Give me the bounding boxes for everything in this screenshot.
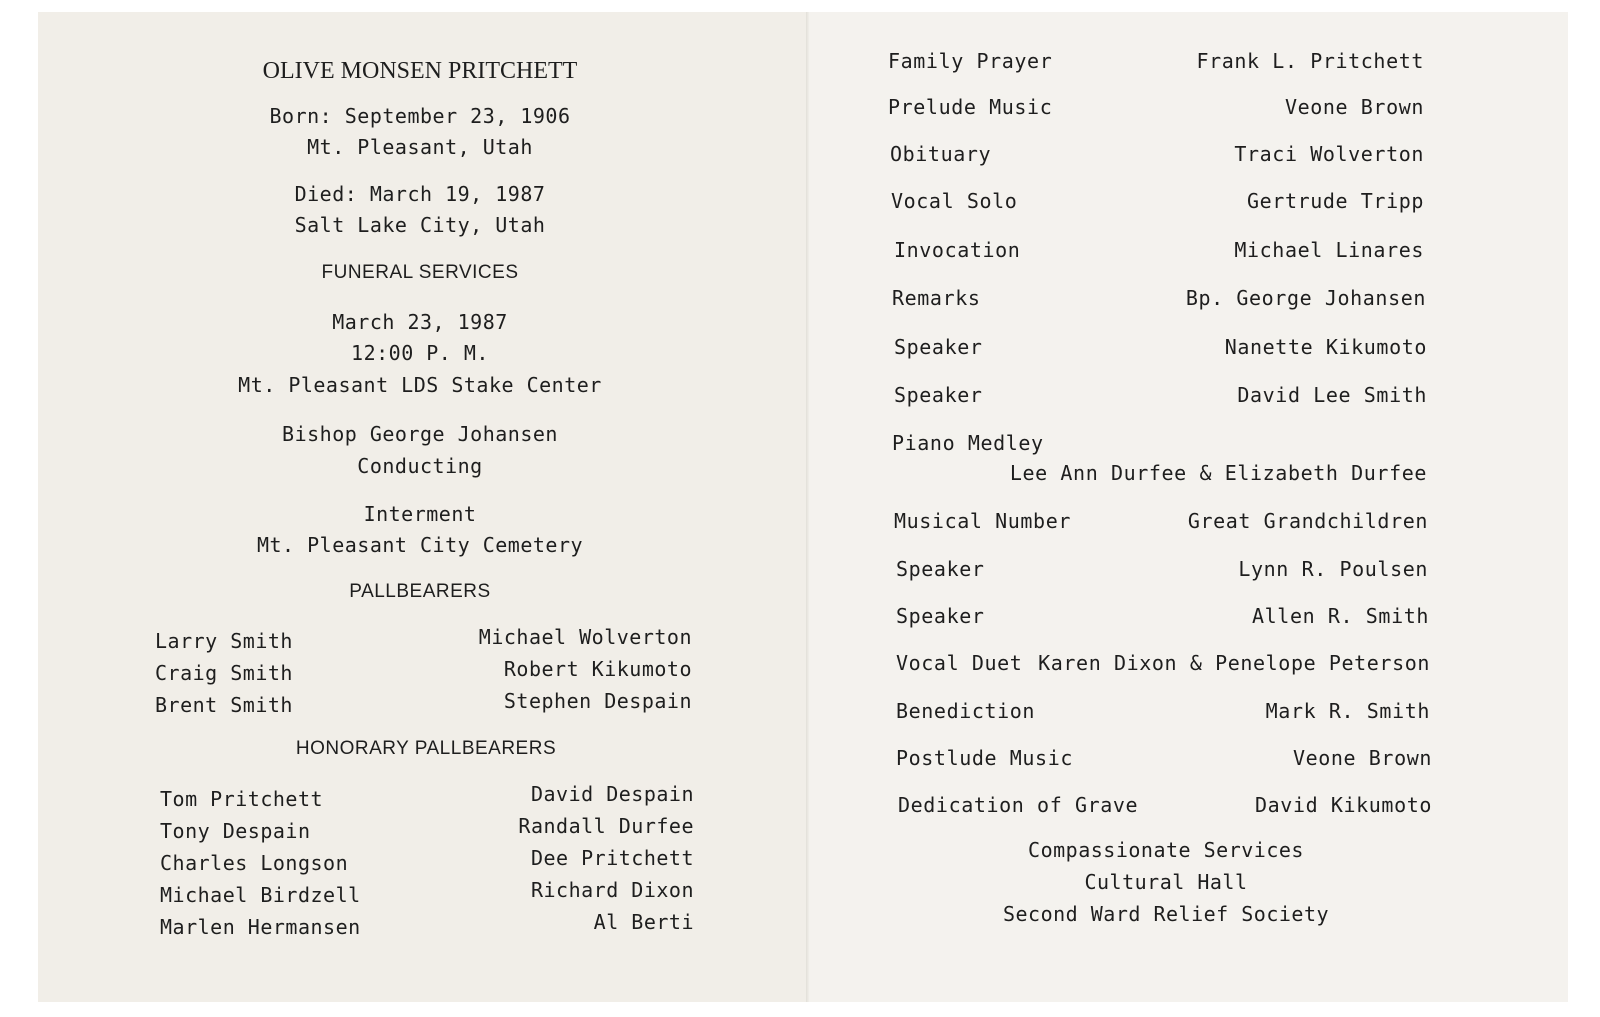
program-role: Speaker — [896, 604, 985, 628]
program-item-performers — [908, 458, 1456, 488]
program-role: Speaker — [894, 383, 983, 407]
program-item — [892, 283, 1456, 313]
program-item — [896, 554, 1456, 584]
honorary-pallbearer-name: David Despain — [530, 782, 694, 806]
honorary-pallbearer-name: Tom Pritchett — [160, 787, 324, 811]
pallbearer-name: Michael Wolverton — [478, 625, 692, 649]
program-item — [896, 601, 1456, 631]
program-person: Bp. George Johansen — [1185, 286, 1426, 310]
honorary-right-column — [440, 778, 694, 938]
service-date: March 23, 1987 — [332, 310, 508, 334]
program-person: Nanette Kikumoto — [1224, 335, 1427, 359]
program-item — [896, 648, 1456, 678]
funeral-services-heading: FUNERAL SERVICES — [321, 262, 519, 283]
program-item — [888, 46, 1456, 76]
pallbearer-name: Brent Smith — [155, 693, 293, 717]
honorary-pallbearer-name: Dee Pritchett — [530, 846, 694, 870]
pallbearer-name: Stephen Despain — [503, 689, 692, 713]
program-person: Allen R. Smith — [1252, 604, 1429, 628]
program-item — [894, 506, 1456, 536]
service-time: 12:00 P. M. — [351, 341, 489, 365]
program-person: Lee Ann Durfee & Elizabeth Durfee — [1009, 461, 1427, 485]
program-person: Karen Dixon & Penelope Peterson — [1038, 651, 1430, 675]
conducting-name: Bishop George Johansen — [282, 422, 558, 446]
died-date: Died: March 19, 1987 — [294, 182, 546, 206]
deceased-name: OLIVE MONSEN PRITCHETT — [262, 58, 578, 84]
honorary-pallbearer-name: Tony Despain — [160, 819, 311, 843]
interment-label: Interment — [363, 502, 477, 526]
honorary-pallbearer-name: Charles Longson — [160, 851, 349, 875]
program-item — [892, 428, 1456, 458]
program-role: Speaker — [894, 335, 983, 359]
program-item — [894, 235, 1456, 265]
program-person: Lynn R. Poulsen — [1238, 557, 1428, 581]
program-person: Great Grandchildren — [1187, 509, 1428, 533]
program-role: Invocation — [894, 238, 1021, 262]
program-person: Gertrude Tripp — [1247, 189, 1424, 213]
program-role: Obituary — [890, 142, 992, 166]
honorary-pallbearer-name: Michael Birdzell — [160, 883, 361, 907]
program-role: Vocal Duet — [896, 651, 1023, 675]
conducting-label: Conducting — [357, 454, 483, 478]
program-person: Veone Brown — [1292, 746, 1432, 770]
born-place: Mt. Pleasant, Utah — [307, 135, 533, 159]
honorary-left-column — [160, 783, 361, 943]
program-role: Prelude Music — [888, 95, 1053, 119]
footer-compassionate-services: Compassionate Services — [1028, 838, 1304, 862]
program-item — [898, 790, 1456, 820]
pallbearers-right-column — [440, 621, 692, 717]
honorary-pallbearer-name: Al Berti — [593, 910, 694, 934]
interment-place: Mt. Pleasant City Cemetery — [256, 533, 584, 557]
program-role: Remarks — [892, 286, 981, 310]
program-item — [894, 332, 1456, 362]
program-person: David Kikumoto — [1255, 793, 1432, 817]
program-item — [888, 92, 1456, 122]
pallbearers-heading: PALLBEARERS — [349, 581, 491, 602]
program-person: Michael Linares — [1234, 238, 1424, 262]
program-role: Vocal Solo — [891, 189, 1018, 213]
born-date: Born: September 23, 1906 — [269, 104, 571, 128]
program-role: Musical Number — [894, 509, 1071, 533]
program-list — [888, 0, 1456, 1017]
honorary-pallbearer-name: Randall Durfee — [518, 814, 694, 838]
program-item — [890, 139, 1456, 169]
footer-relief-society: Second Ward Relief Society — [1002, 902, 1330, 926]
program-item — [894, 380, 1456, 410]
honorary-pallbearers-heading: HONORARY PALLBEARERS — [295, 738, 557, 759]
pallbearer-name: Larry Smith — [155, 629, 293, 653]
program-item — [891, 186, 1456, 216]
program-role: Postlude Music — [896, 746, 1073, 770]
program-role: Benediction — [896, 699, 1036, 723]
program-item — [896, 696, 1456, 726]
honorary-pallbearer-name: Marlen Hermansen — [160, 915, 361, 939]
program-role: Speaker — [896, 557, 985, 581]
program-person: Veone Brown — [1284, 95, 1424, 119]
died-place: Salt Lake City, Utah — [294, 213, 546, 237]
page-fold — [806, 12, 810, 1002]
program-person: Frank L. Pritchett — [1196, 49, 1424, 73]
program-item — [896, 743, 1456, 773]
pallbearers-left-column — [155, 625, 293, 721]
service-place: Mt. Pleasant LDS Stake Center — [238, 373, 602, 397]
program-person: Traci Wolverton — [1234, 142, 1424, 166]
program-person: David Lee Smith — [1237, 383, 1427, 407]
pallbearer-name: Craig Smith — [155, 661, 293, 685]
footer-cultural-hall: Cultural Hall — [1084, 870, 1248, 894]
program-role: Dedication of Grave — [898, 793, 1139, 817]
program-person: Mark R. Smith — [1265, 699, 1430, 723]
honorary-pallbearer-name: Richard Dixon — [530, 878, 694, 902]
pallbearer-name: Robert Kikumoto — [503, 657, 692, 681]
program-role: Family Prayer — [888, 49, 1053, 73]
program-role: Piano Medley — [892, 431, 1044, 455]
